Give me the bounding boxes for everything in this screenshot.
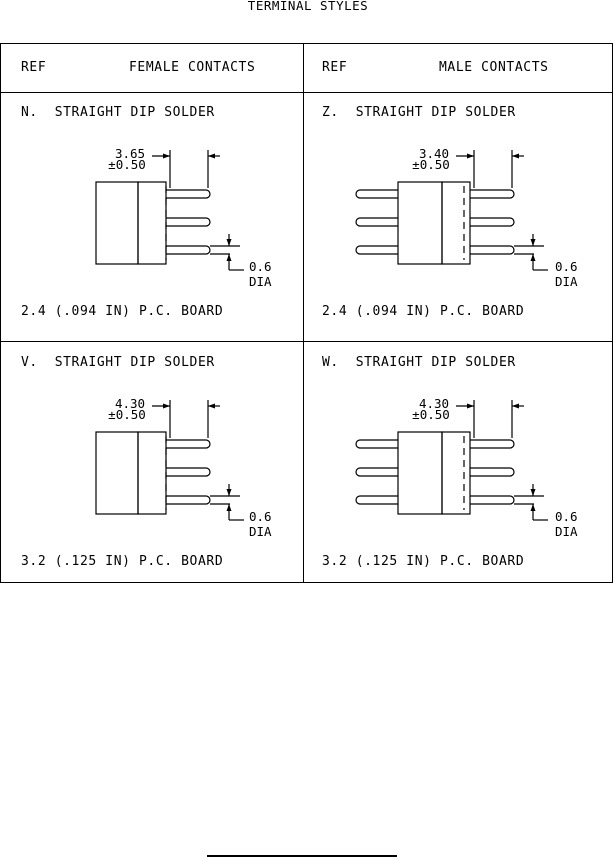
dim-w-top: 4.30	[418, 396, 450, 411]
dim-v-dia: 0.6	[249, 509, 272, 524]
header-ref-right: REF	[322, 60, 348, 75]
page-title: TERMINAL STYLES	[247, 0, 369, 13]
dim-v-top: 4.30	[114, 396, 146, 411]
cell-v-footer: 3.2 (.125 IN) P.C. BOARD	[21, 554, 224, 569]
dim-w-dia-unit: DIA	[555, 524, 578, 539]
cell-n-title: N. STRAIGHT DIP SOLDER	[21, 105, 215, 120]
drawing-n	[96, 146, 272, 289]
header-male-contacts: MALE CONTACTS	[439, 60, 549, 75]
drawing-v	[96, 396, 272, 539]
dim-z-dia-unit: DIA	[555, 274, 578, 289]
cell-z-footer: 2.4 (.094 IN) P.C. BOARD	[322, 304, 525, 319]
cell-z-title: Z. STRAIGHT DIP SOLDER	[322, 105, 516, 120]
drawing-z	[356, 146, 578, 289]
cell-w-footer: 3.2 (.125 IN) P.C. BOARD	[322, 554, 525, 569]
dim-v-tol: ±0.50	[108, 407, 146, 422]
dim-z-top: 3.40	[418, 146, 450, 161]
dim-n-dia-unit: DIA	[249, 274, 272, 289]
dim-z-tol: ±0.50	[412, 157, 450, 172]
cell-n-footer: 2.4 (.094 IN) P.C. BOARD	[21, 304, 224, 319]
header-ref-left: REF	[21, 60, 47, 75]
header-female-contacts: FEMALE CONTACTS	[129, 60, 256, 75]
dim-n-top: 3.65	[114, 146, 146, 161]
bottom-rule	[207, 855, 397, 857]
cell-v-title: V. STRAIGHT DIP SOLDER	[21, 355, 215, 370]
dim-n-dia: 0.6	[249, 259, 272, 274]
dim-w-dia: 0.6	[555, 509, 578, 524]
dim-n-tol: ±0.50	[108, 157, 146, 172]
dim-w-tol: ±0.50	[412, 407, 450, 422]
cell-w-title: W. STRAIGHT DIP SOLDER	[322, 355, 516, 370]
drawing-w	[356, 396, 578, 539]
dim-v-dia-unit: DIA	[249, 524, 272, 539]
dim-z-dia: 0.6	[555, 259, 578, 274]
